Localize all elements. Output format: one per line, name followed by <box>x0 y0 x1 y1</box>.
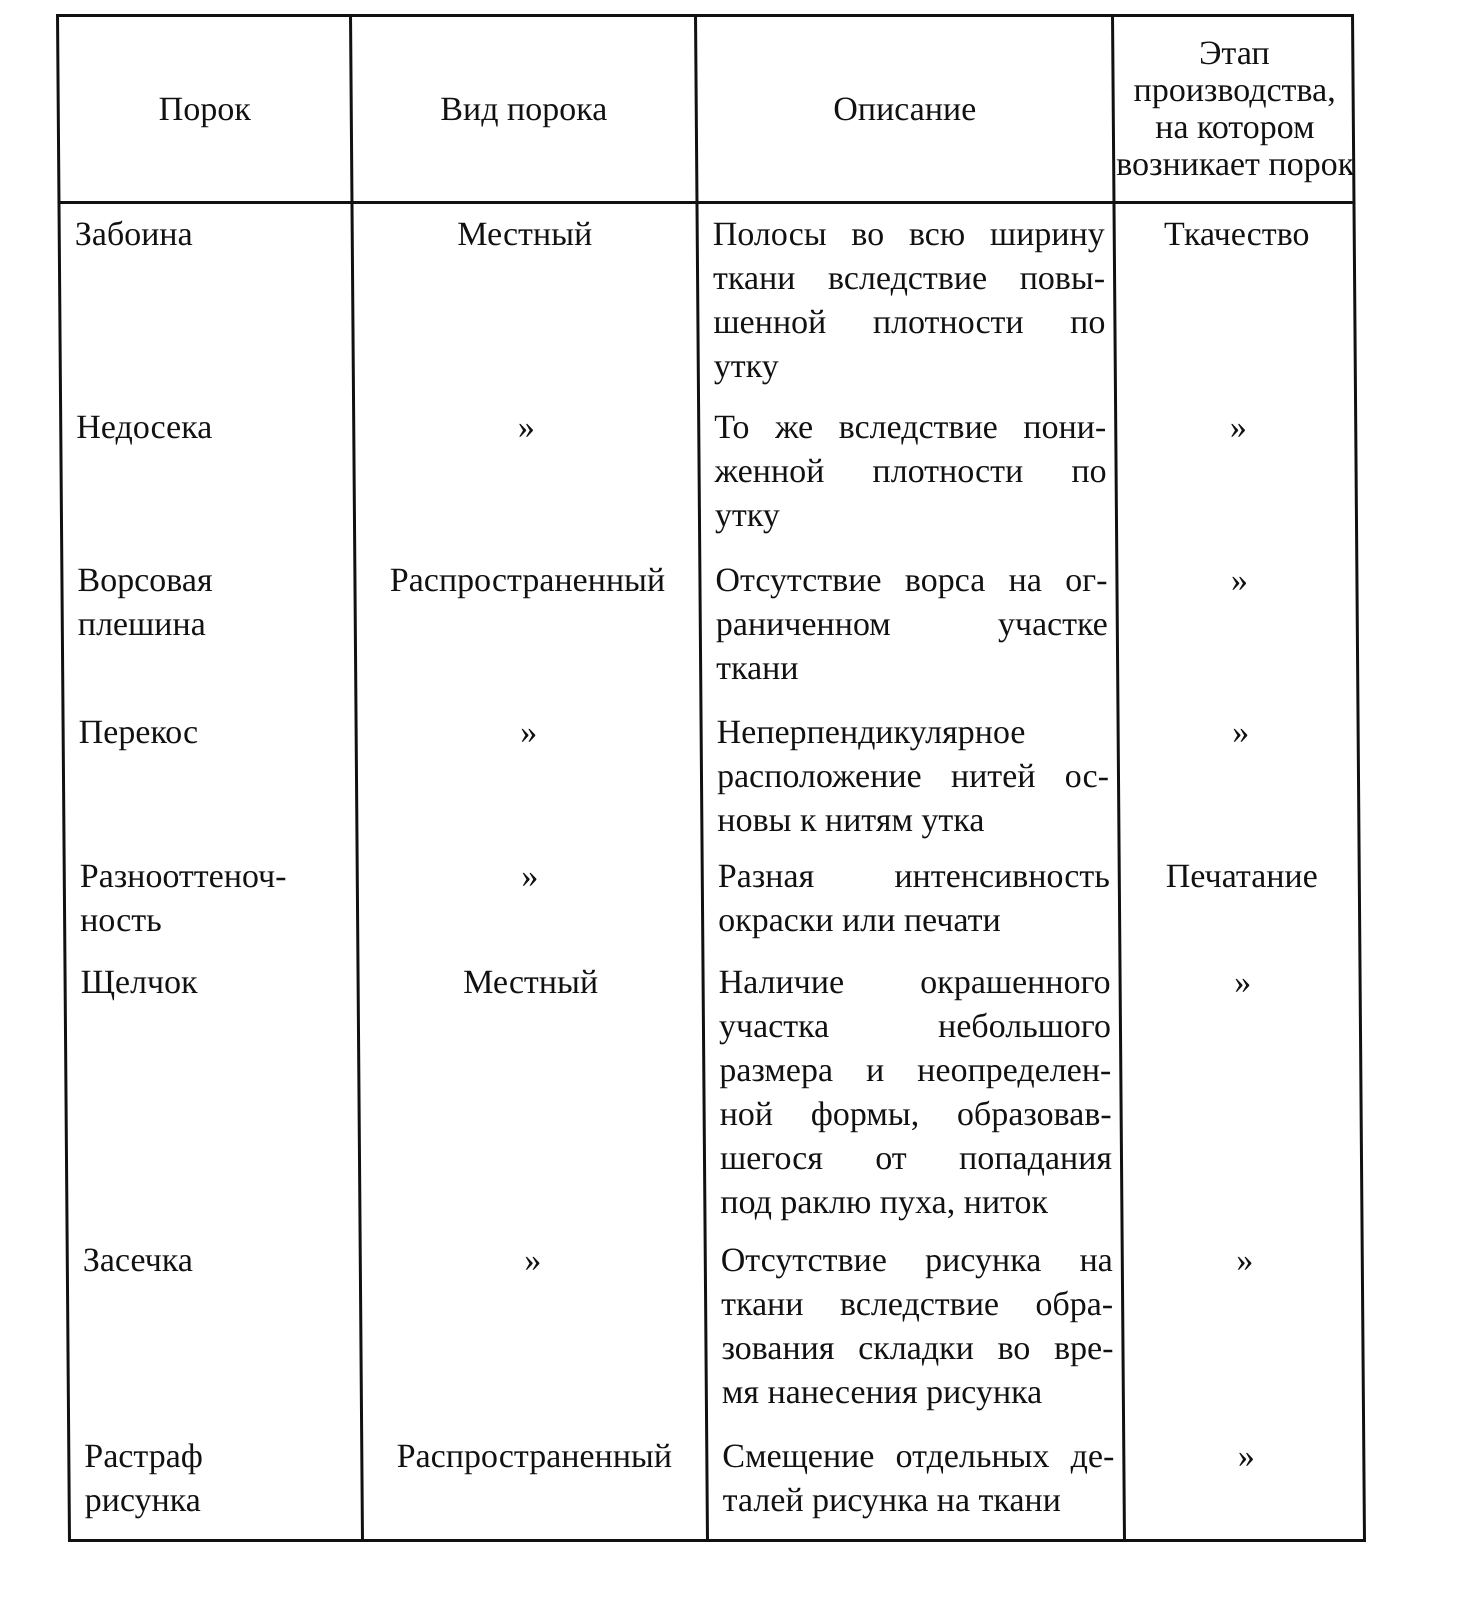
defect-description <box>718 961 1112 1225</box>
column-divider <box>694 17 709 1539</box>
description-line: шегося от попадания <box>719 1140 1113 1177</box>
description-line: зования складки во вре- <box>721 1330 1114 1367</box>
description-line: Смещение отдельных де- <box>722 1438 1115 1475</box>
defect-name <box>78 711 348 755</box>
description-line: То же вследствие пони- <box>714 409 1107 446</box>
defect-name <box>76 406 346 450</box>
defect-name-line: Забоина <box>74 216 193 253</box>
defect-type: Распространенный <box>396 1438 673 1475</box>
defect-type: » <box>521 858 539 895</box>
production-stage: Печатание <box>1165 858 1318 895</box>
description-line: талей рисунка на ткани <box>722 1482 1062 1519</box>
description-line: Разная интенсивность <box>717 858 1110 895</box>
defect-name-line: Растраф <box>84 1438 203 1475</box>
description-line: шенной плотности по <box>713 304 1106 341</box>
description-line: ткани вследствие обра- <box>720 1286 1114 1323</box>
description-line: утку <box>714 497 780 534</box>
description-line: размера и неопределен- <box>719 1052 1112 1089</box>
defect-name <box>80 855 351 943</box>
production-stage: Ткачество <box>1163 216 1310 253</box>
description-line: Неперпендикулярное <box>716 714 1026 751</box>
defect-name-line: Щелчок <box>80 964 198 1001</box>
defect-type: Местный <box>463 964 599 1001</box>
description-line: ткани вследствие повы- <box>712 260 1106 297</box>
defect-name-line: Засечка <box>82 1242 194 1279</box>
header-description: Описание <box>833 90 977 128</box>
defect-type: » <box>524 1242 542 1279</box>
description-line: участка небольшого <box>718 1008 1112 1045</box>
production-stage: » <box>1229 409 1247 446</box>
defect-type: » <box>517 409 535 446</box>
defect-description <box>721 1239 1114 1415</box>
defect-description <box>722 1435 1115 1523</box>
defect-description <box>714 406 1107 538</box>
header-defect: Порок <box>158 90 251 128</box>
defect-name <box>80 961 350 1005</box>
defect-name-line: Ворсовая <box>77 562 213 599</box>
header-divider <box>60 201 1352 204</box>
defect-name <box>84 1435 355 1523</box>
description-line: окраски или печати <box>717 902 1001 939</box>
production-stage: » <box>1236 1242 1254 1279</box>
description-line: Отсутствие ворса на ог- <box>715 562 1108 599</box>
defect-name-line: плешина <box>77 606 206 643</box>
description-line: Полосы во всю ширину <box>712 216 1105 253</box>
description-line: расположение нитей ос- <box>716 758 1110 795</box>
defect-description <box>713 213 1106 389</box>
description-line: ной формы, образовав- <box>719 1096 1112 1133</box>
defect-description <box>718 855 1111 943</box>
defect-name-line: Перекос <box>78 714 199 751</box>
defect-name-line: Разнооттеноч- <box>79 858 287 895</box>
description-line: под раклю пуха, ниток <box>720 1184 1049 1221</box>
defect-name <box>77 559 348 647</box>
defect-name-line: ность <box>79 902 162 939</box>
defects-table <box>56 14 1366 1542</box>
defect-type: » <box>519 714 538 751</box>
header-defect-type: Вид порока <box>440 90 608 128</box>
description-line: мя нанесения рисунка <box>721 1374 1043 1411</box>
defect-name-line: Недосека <box>76 409 213 446</box>
defect-name <box>75 213 345 257</box>
description-line: новы к нитям утка <box>717 802 985 839</box>
description-line: Наличие окрашенного <box>718 964 1111 1001</box>
production-stage: » <box>1230 562 1249 599</box>
defect-description <box>715 559 1108 691</box>
description-line: раниченном участке <box>715 606 1108 643</box>
header-stage: Этап производства, на котором возникает порок <box>1116 35 1355 183</box>
defect-name-line: рисунка <box>84 1482 201 1519</box>
production-stage: » <box>1237 1438 1255 1475</box>
description-line: ткани <box>715 650 799 687</box>
defect-type: Распространенный <box>389 562 666 599</box>
production-stage: » <box>1233 964 1252 1001</box>
description-line: утку <box>713 348 779 385</box>
defect-name <box>83 1239 353 1283</box>
production-stage: » <box>1231 714 1250 751</box>
defect-description <box>716 711 1109 843</box>
description-line: Отсутствие рисунка на <box>720 1242 1113 1279</box>
description-line: женной плотности по <box>714 453 1107 490</box>
defect-type: Местный <box>457 216 593 253</box>
